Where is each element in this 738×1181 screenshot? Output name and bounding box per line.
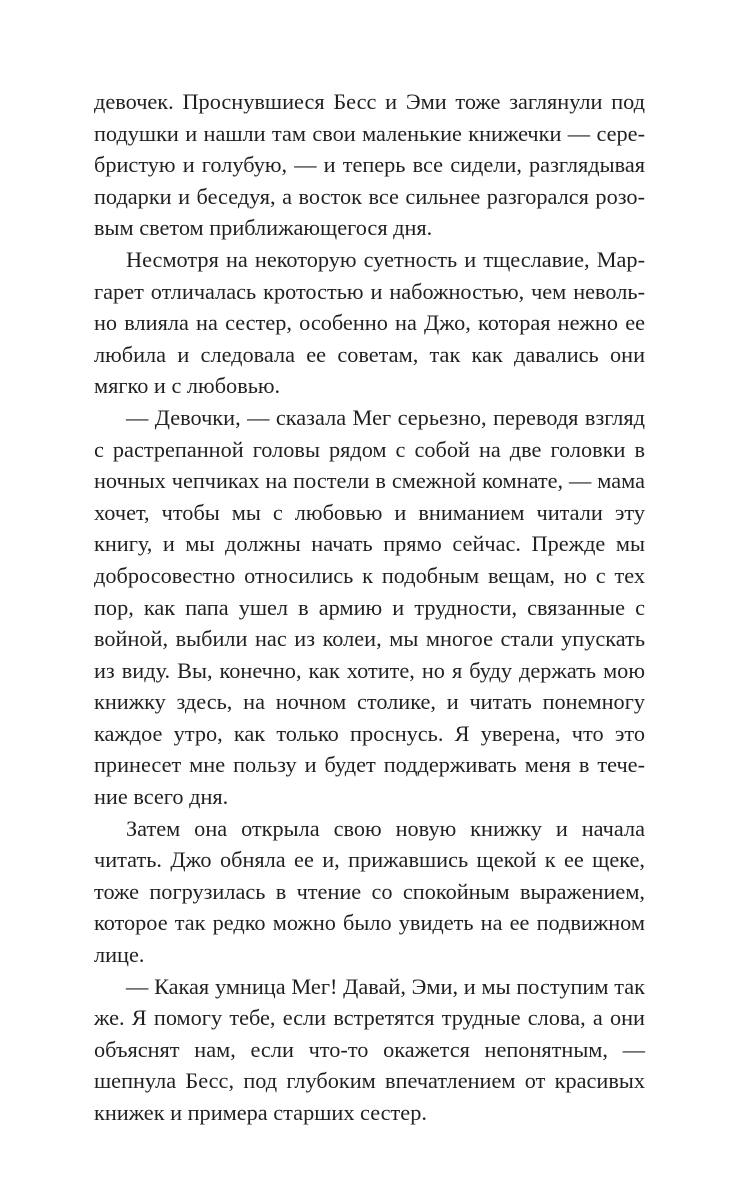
paragraph-margaret: Несмотря на некоторую суетность и тщеславие, Маргарет отличалась кротостью и набожностью, чем невольно влияла на сестер, особенно на Джо, которая нежно ее любила и следовала ее советам, так как давались они мягко и с любовью. (94, 246, 645, 399)
paragraph-meg-speech: — Девочки, — сказала Мег серьезно, переводя взгляд с растрепанной головы рядом с собой на две головки в ночных чепчиках на постели в смежной комнате, — мама хочет, чтобы мы с любовью и вниманием читали эту книгу, и мы должны начать прямо сейчас. Прежде мы добросовестно относились к подобным вещам, но с тех пор, как папа ушел в армию и трудности, связанные с войной, выбили нас из колеи, мы многое стали упускать из виду. Вы, конечно, как хотите, но я буду держать мою книжку здесь, на ночном столике, и читать понемногу каждое утро, как только проснусь. Я уверена, что это принесет мне пользу и будет поддерживать меня в течение всего дня. (94, 404, 645, 810)
paragraph-beth-speech: — Какая умница Мег! Давай, Эми, и мы поступим так же. Я помогу тебе, если встретятся трудные слова, а они объяснят нам, если что-то окажется непонятным, — шепнула Бесс, под глубоким впечатлением от красивых книжек и примера старших сестер. (94, 973, 645, 1125)
paragraph-reading: Затем она открыла свою новую книжку и начала читать. Джо обняла ее и, прижавшись щекой к ее щеке, тоже погрузилась в чтение со спокойным выражением, которое так редко можно было увидеть на ее подвижном лице. (94, 815, 645, 968)
book-page-text (94, 86, 645, 1129)
paragraph-continuation: девочек. Проснувшиеся Бесс и Эми тоже заглянули под подушки и нашли там свои маленькие книжечки — серебристую и голубую, — и теперь все сидели, разглядывая подарки и беседуя, а восток все сильнее разгорался розовым светом приближающегося дня. (94, 89, 645, 241)
